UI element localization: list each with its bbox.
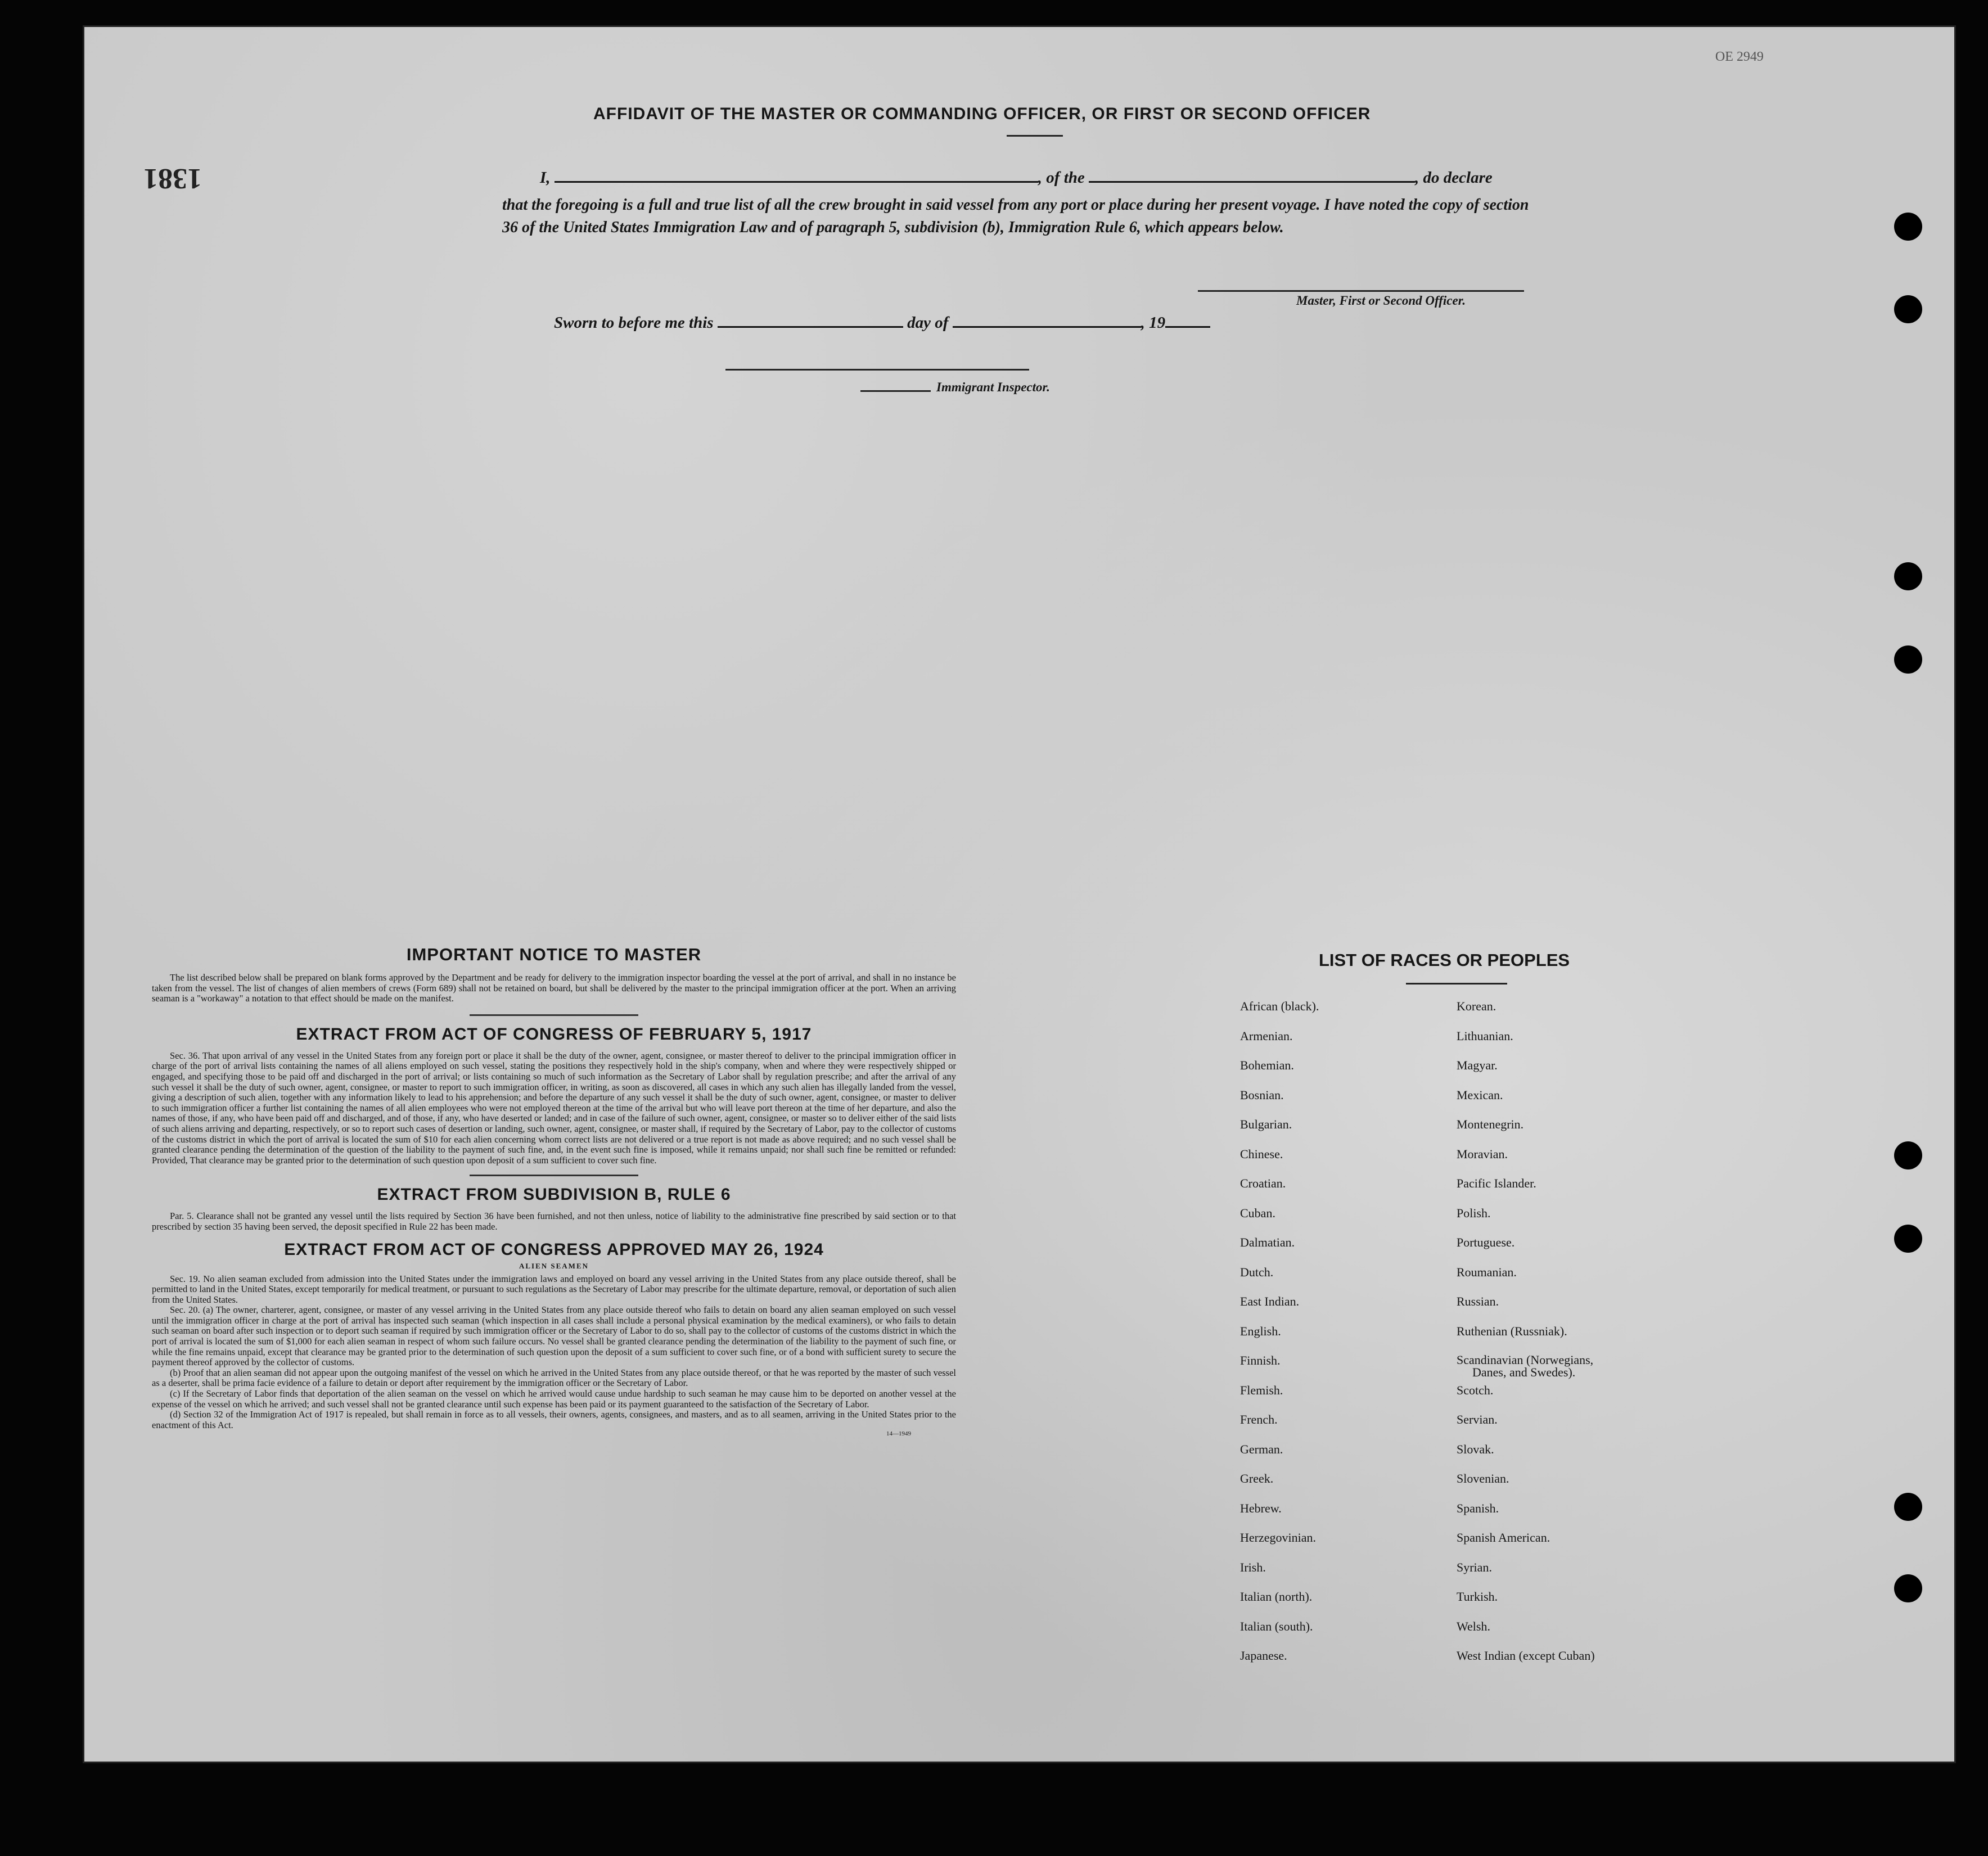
vessel-blank[interactable] [1089, 181, 1415, 183]
notices-column [152, 945, 956, 1437]
race-item: Hebrew. [1240, 1501, 1282, 1515]
binder-hole [1894, 562, 1922, 590]
races-right-column [1457, 992, 1595, 1671]
extract-1924-paragraph: Sec. 20. (a) The owner, charterer, agent, consignee, or master of any vessel arriving in the United States from any place outside thereof who fails to detain on board any alien seaman employed on such vessel until the immigration officer in charge at the port of arrival has inspected such seaman (which inspection in all cases shall include a personal physical examination by the medical examiners), or who fails to detain such seaman on board after such inspection or to deport such seaman if required by such immigration officer or the Secretary of Labor to do so, shall pay to the collector of customs of the customs district in which the port of arrival is located the sum of $1,000 for each alien seaman in respect of whom such failure occurs. No vessel shall be granted clearance pending the determination of the liability to the payment of such fine, or while the fine remains unpaid, except that clearance may be granted prior to the determination of such question upon the deposit of a sum sufficient to cover such fine, or of a bond with sufficient surety to secure the payment thereof approved by the collector of customs. [152, 1304, 956, 1368]
document-sheet [84, 27, 1954, 1762]
extract-1924-text [152, 1274, 956, 1431]
race-item: Slovak. [1457, 1442, 1494, 1456]
race-item: Ruthenian (Russniak). [1457, 1324, 1567, 1338]
race-item: Polish. [1457, 1205, 1491, 1220]
race-item: Croatian. [1240, 1176, 1286, 1190]
binder-hole [1894, 1493, 1922, 1521]
declaration-line [540, 169, 1493, 187]
races-title: LIST OF RACES OR PEOPLES [1319, 950, 1570, 970]
race-item: Montenegrin. [1457, 1117, 1524, 1131]
notice-title: IMPORTANT NOTICE TO MASTER [406, 945, 702, 964]
extract-1924-paragraph: (b) Proof that an alien seaman did not appear upon the outgoing manifest of the vessel on which he arrived in the United States from any place outside thereof, or that he was reported by the master of such vessel as a deserter, shall be prima facie evidence of a failure to detain or deport after requirement by the immigration officer or the Secretary of Labor. [152, 1367, 956, 1389]
race-item: Russian. [1457, 1294, 1499, 1308]
inspector-short-line [860, 390, 931, 392]
extract-1924-paragraph: (d) Section 32 of the Immigration Act of 1917 is repealed, but shall remain in force as to all vessels, their owners, agents, consignees, and masters, and as to all seamen, arriving in the United States prior to the enactment of this Act. [152, 1409, 956, 1430]
title-underline [1007, 135, 1063, 137]
race-item: Japanese. [1240, 1649, 1287, 1663]
notice-paragraph: The list described below shall be prepared on blank forms approved by the Department and be ready for delivery to the immigration inspector boarding the vessel at the port of arrival, and shall in no instance be taken from the vessel. The list of changes of alien members of crews (Form 689) shall not be retained on board, but shall be delivered by the master to the principal immigration officer at the port. When an arriving seaman is a "workaway" a notation to that effect should be made on the manifest. [152, 972, 956, 1004]
race-item: Spanish. [1457, 1501, 1499, 1515]
race-item: Finnish. [1240, 1353, 1281, 1367]
binder-hole [1894, 1141, 1922, 1169]
race-item: Herzegovinian. [1240, 1530, 1316, 1545]
race-item: Armenian. [1240, 1028, 1293, 1043]
extract-1924-paragraph: Sec. 19. No alien seaman excluded from admission into the United States under the immigration laws and employed on board any vessel arriving in the United States from any place outside thereof, shall be permitted to land in the United States, except temporarily for medical treatment, or pursuant to such regulations as the Secretary of Labor may prescribe for the ultimate departure, removal, or deportation of such alien from the United States. [152, 1273, 956, 1305]
binder-hole [1894, 213, 1922, 241]
race-item: Dutch. [1240, 1265, 1274, 1279]
race-item: Bohemian. [1240, 1058, 1294, 1072]
sworn-day-blank[interactable] [718, 326, 903, 328]
form-corner-number: OE 2949 [1715, 49, 1764, 64]
race-item: Lithuanian. [1457, 1028, 1513, 1043]
race-item: Mexican. [1457, 1087, 1503, 1102]
race-item: Italian (south). [1240, 1619, 1313, 1633]
race-item: Portuguese. [1457, 1235, 1515, 1249]
extract-1924-paragraph: (c) If the Secretary of Labor finds that deportation of the alien seaman on the vessel on which he arrived would cause undue hardship to such seaman he may cause him to be deported on another vessel at the expense of the vessel on which he arrived; and such vessel shall not be granted clearance until such expense has been paid or its payment guaranteed to the satisfaction of the Secretary of Labor. [152, 1388, 956, 1410]
race-item: Flemish. [1240, 1383, 1283, 1397]
races-left-column [1240, 992, 1319, 1671]
race-item: English. [1240, 1324, 1281, 1338]
race-item: Magyar. [1457, 1058, 1498, 1072]
extract-rule6-text [152, 1211, 956, 1232]
binder-hole [1894, 295, 1922, 323]
race-item: Roumanian. [1457, 1265, 1517, 1279]
race-item: Danes, and Swedes). [1472, 1365, 1576, 1379]
declaration-do-declare: , do declare [1415, 169, 1493, 187]
race-item: Dalmatian. [1240, 1235, 1295, 1249]
race-item: Pacific Islander. [1457, 1176, 1536, 1190]
race-item: Moravian. [1457, 1146, 1508, 1161]
extract-1917-paragraph: Sec. 36. That upon arrival of any vessel in the United States from any foreign port or place it shall be the duty of the owner, agent, consignee, or master thereof to deliver to the principal immigration officer in charge of the port of arrival lists containing the names of all aliens employed on such vessel, stating the positions they respectively hold in the ship's company, when and where they were respectively shipped or engaged, and specifying those to be paid off and discharged in the port of arrival; or lists containing so much of such information as the Secretary of Labor shall by regulation prescribe; and after the arrival of any such vessel it shall be the duty of such owner, agent, consignee, or master to report to such immigration officer, in writing, as soon as discovered, all cases in which any such alien has illegally landed from the vessel, giving a description of such alien, together with any information likely to lead to his apprehension; and before the departure of any such vessel it shall be the duty of such owner, agent, consignee, or master to deliver to such immigration officer a further list containing the names of all alien employees who were not employed thereon at the time of the arrival but who will leave port thereon at the time of her departure, and also the names of those, if any, who have been paid off and discharged, and of those, if any, who have deserted or landed; and in case of the failure of such owner, agent, consignee, or master so to deliver either of the said lists of such aliens arriving and departing, respectively, or so to report such cases of desertion or landing, such owner, agent, consignee, or master shall, if required by the Secretary of Labor, pay to the collector of customs of the customs district in which the port of arrival is located the sum of $10 for each alien concerning whom correct lists are not delivered or a true report is not made as above required; and no such vessel shall be granted clearance pending the determination of the question of the liability to the payment of such fine, and, in the event such fine is imposed, while it remains unpaid; nor shall such fine be remitted or refunded: Provided, That clearance may be granted prior to the determination of such question upon deposit of a sum sufficient to cover such fine. [152, 1050, 956, 1166]
margin-page-number: 1381 [143, 162, 202, 195]
race-item: Irish. [1240, 1560, 1266, 1574]
race-item: Turkish. [1457, 1589, 1498, 1604]
notice-text [152, 973, 956, 1004]
extract-rule6-title: EXTRACT FROM SUBDIVISION B, RULE 6 [377, 1185, 731, 1204]
race-item: East Indian. [1240, 1294, 1300, 1308]
race-item: Scotch. [1457, 1383, 1494, 1397]
declaration-body: that the foregoing is a full and true list of all the crew brought in said vessel from any port or place during her present voyage. I have noted the copy of section 36 of the United States Immigration Law and of paragraph 5, subdivision (b), Immigration Rule 6, which appears below. [502, 196, 1529, 236]
race-item: Korean. [1457, 999, 1496, 1013]
race-item: Bosnian. [1240, 1087, 1284, 1102]
signature-caption: Master, First or Second Officer. [1296, 293, 1466, 308]
race-item: Slovenian. [1457, 1471, 1509, 1485]
race-item: Syrian. [1457, 1560, 1492, 1574]
race-item: African (black). [1240, 999, 1319, 1013]
sworn-prefix: Sworn to before me this [554, 314, 714, 332]
inspector-signature-line[interactable] [725, 369, 1029, 371]
sworn-year: , 19 [1140, 314, 1166, 332]
race-item: West Indian (except Cuban) [1457, 1649, 1595, 1663]
declaration-i: I, [540, 169, 551, 187]
sworn-year-blank[interactable] [1165, 326, 1210, 328]
extract-1917-text [152, 1051, 956, 1166]
declaration-of-the: , of the [1038, 169, 1085, 187]
divider [470, 1175, 638, 1176]
affidavit-title: AFFIDAVIT OF THE MASTER OR COMMANDING OFFICER, OR FIRST OR SECOND OFFICER [593, 105, 1371, 123]
sworn-day-of: day of [907, 314, 949, 332]
race-item: Welsh. [1457, 1619, 1490, 1633]
races-title-underline [1406, 983, 1507, 985]
sworn-month-blank[interactable] [953, 326, 1141, 328]
race-item: Cuban. [1240, 1205, 1275, 1220]
race-item: Servian. [1457, 1412, 1498, 1426]
inspector-caption: Immigrant Inspector. [936, 380, 1050, 394]
race-item: Scandinavian (Norwegians, [1457, 1353, 1594, 1367]
form-number: 14—1949 [886, 1430, 911, 1438]
extract-rule6-paragraph: Par. 5. Clearance shall not be granted any vessel until the lists required by Section 36 have been furnished, and not then unless, notice of liability to the administrative fine prescribed by said section or to that prescribed by section 35 having been served, the deposit specified in Rule 22 has been made. [152, 1211, 956, 1232]
sworn-line [554, 314, 1210, 332]
binder-hole [1894, 645, 1922, 674]
race-item: Italian (north). [1240, 1589, 1313, 1604]
race-item: German. [1240, 1442, 1283, 1456]
extract-1917-title: EXTRACT FROM ACT OF CONGRESS OF FEBRUARY 5, 1917 [296, 1024, 812, 1044]
race-item: Spanish American. [1457, 1530, 1550, 1545]
race-item: Chinese. [1240, 1146, 1283, 1161]
signature-line[interactable] [1198, 290, 1524, 292]
name-blank[interactable] [555, 181, 1038, 183]
race-item: Greek. [1240, 1471, 1274, 1485]
extract-1924-title: EXTRACT FROM ACT OF CONGRESS APPROVED MAY 26, 1924 [284, 1240, 824, 1259]
binder-hole [1894, 1225, 1922, 1253]
race-item: Bulgarian. [1240, 1117, 1292, 1131]
binder-hole [1894, 1574, 1922, 1602]
alien-seamen-subtitle: ALIEN SEAMEN [519, 1261, 589, 1270]
divider [470, 1014, 638, 1016]
race-item: French. [1240, 1412, 1278, 1426]
